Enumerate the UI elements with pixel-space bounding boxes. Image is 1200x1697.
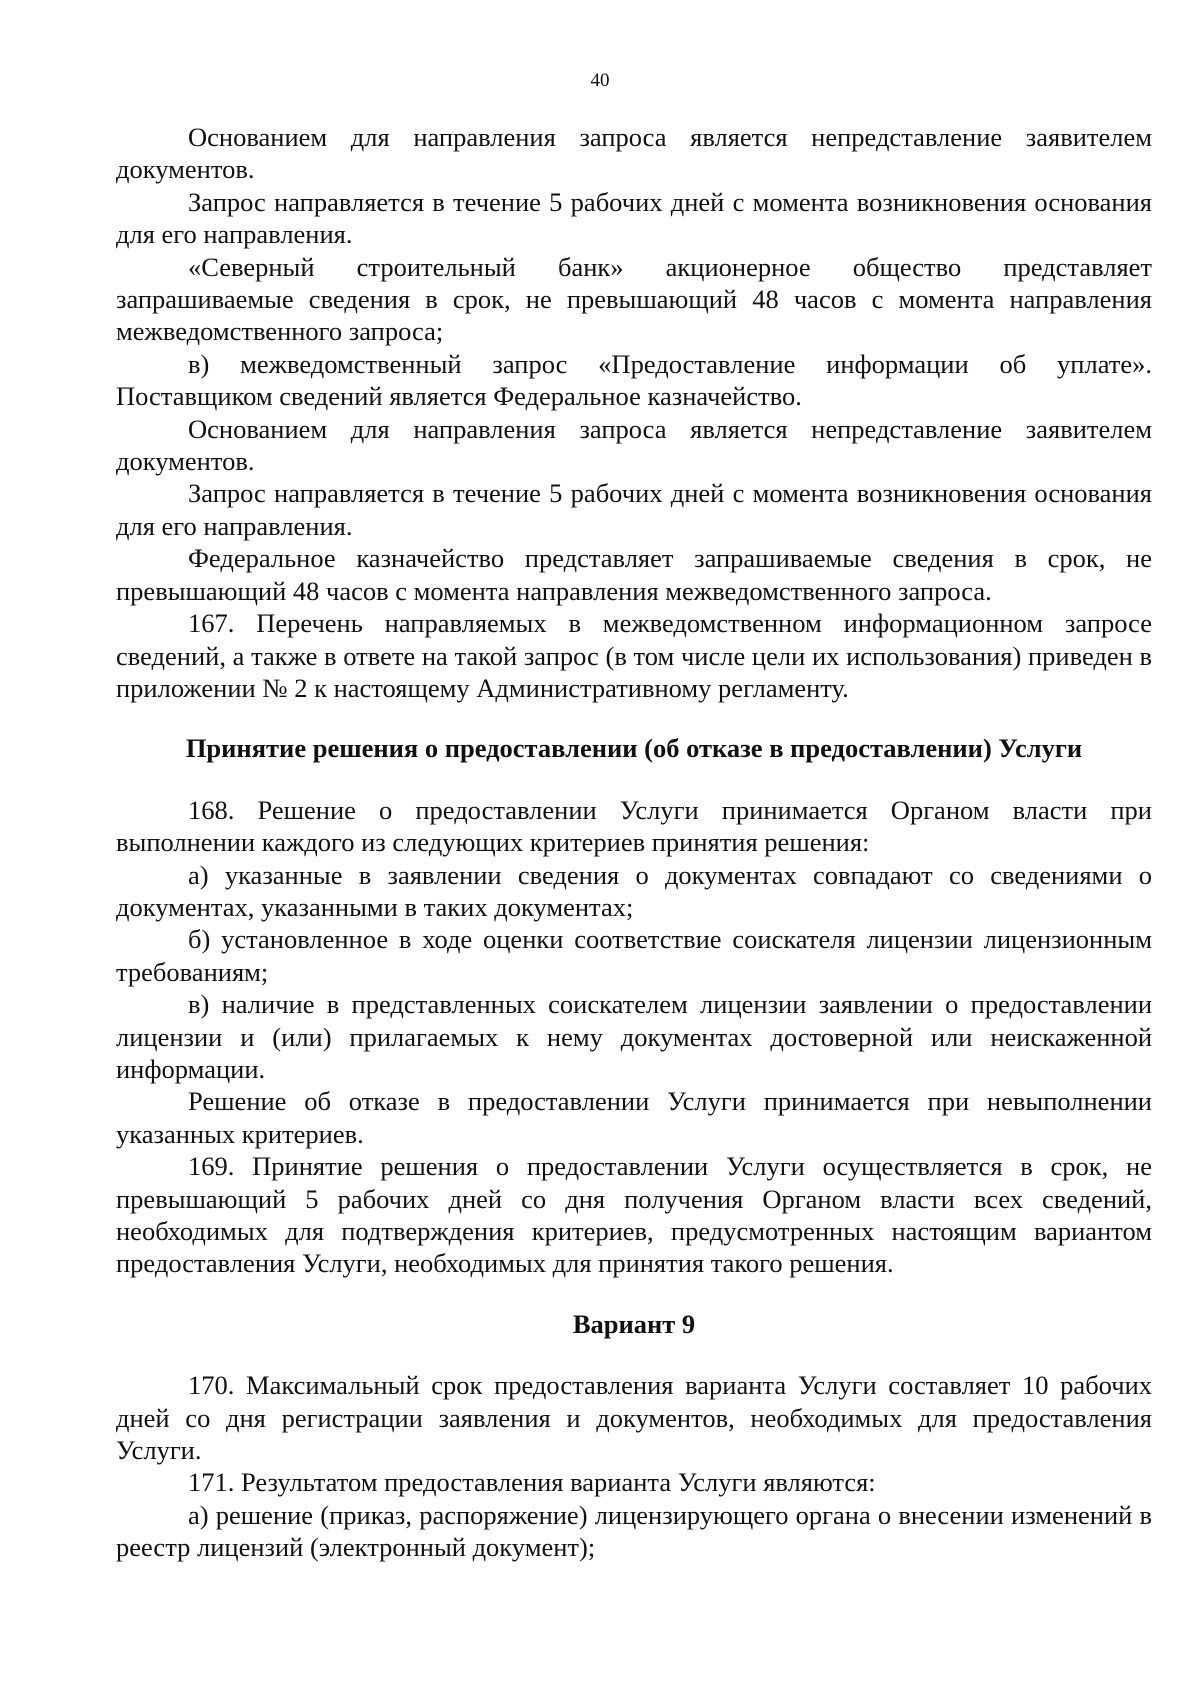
section-heading-decision: Принятие решения о предоставлении (об отказе в предоставлении) Услуги [185, 733, 1083, 764]
list-item-a: а) указанные в заявлении сведения о документах совпадают со сведениями о документах, указанными в таких документах; [116, 859, 1152, 922]
paragraph-item-169: 169. Принятие решения о предоставлении Услуги осуществляется в срок, не превышающий 5 рабочих дней со дня получения Органом власти всех сведений, необходимых для подтверждения критериев, предусмотренных настоящим вариантом предоставления Услуги, необходимых для принятия такого решения. [116, 1151, 1152, 1279]
paragraph: Запрос направляется в течение 5 рабочих дней с момента возникновения основания для его направления. [116, 186, 1152, 250]
list-item-b: б) установленное в ходе оценки соответствие соискателя лицензии лицензионным требованиям; [116, 924, 1152, 987]
paragraph: Основанием для направления запроса является непредставление заявителем документов. [116, 122, 1152, 185]
paragraph: «Северный строительный банк» акционерное общество представляет запрашиваемые сведения в срок, не превышающий 48 часов с момента направления межведомственного запроса; [116, 251, 1152, 347]
page-number: 40 [590, 70, 610, 91]
paragraph: Основанием для направления запроса является непредставление заявителем документов. [116, 413, 1152, 477]
list-item-a: а) решение (приказ, распоряжение) лицензирующего органа о внесении изменений в реестр лицензий (электронный документ); [116, 1499, 1152, 1563]
paragraph-item-168: 168. Решение о предоставлении Услуги принимается Органом власти при выполнении каждого из следующих критериев принятия решения: [116, 794, 1152, 858]
paragraph-item-167: 167. Перечень направляемых в межведомственном информационном запросе сведений, а также в ответе на такой запрос (в том числе цели их использования) приведен в приложении № 2 к настоящему Административному регламенту. [116, 608, 1152, 703]
paragraph-item-170: 170. Максимальный срок предоставления варианта Услуги составляет 10 рабочих дней со дня регистрации заявления и документов, необходимых для предоставления Услуги. [116, 1370, 1152, 1466]
paragraph: Федеральное казначейство представляет запрашиваемые сведения в срок, не превышающий 48 часов с момента направления межведомственного запроса. [116, 543, 1152, 606]
document-body [116, 121, 1152, 1564]
paragraph-item-171: 171. Результатом предоставления варианта Услуги являются: [188, 1467, 876, 1498]
list-item-v: в) наличие в представленных соискателем лицензии заявлении о предоставлении лицензии и (или) прилагаемых к нему документах достоверной или неискаженной информации. [116, 989, 1152, 1084]
section-heading-variant: Вариант 9 [572, 1308, 696, 1339]
paragraph: Решение об отказе в предоставлении Услуги принимается при невыполнении указанных критериев. [116, 1086, 1152, 1149]
paragraph: в) межведомственный запрос «Предоставление информации об уплате». Поставщиком сведений является Федеральное казначейство. [116, 348, 1152, 412]
paragraph: Запрос направляется в течение 5 рабочих дней с момента возникновения основания для его направления. [116, 478, 1152, 541]
